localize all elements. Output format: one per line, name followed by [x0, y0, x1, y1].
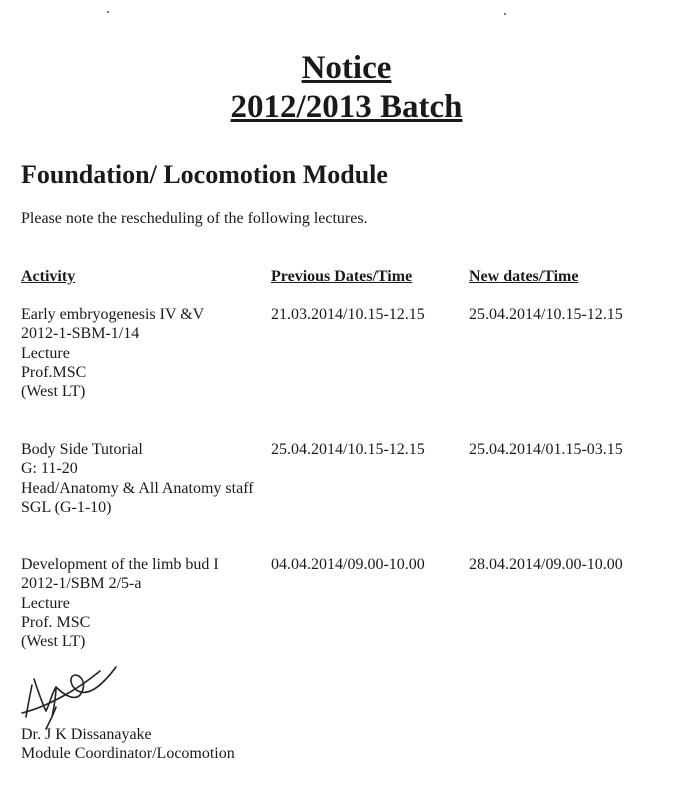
activity-line: Lecture: [21, 344, 70, 362]
activity-line: Prof. MSC: [21, 613, 91, 631]
activity-line: G: 11-20: [21, 460, 78, 478]
activity-line: 2012-1/SBM 2/5-a: [21, 575, 142, 593]
activity-line: Body Side Tutorial: [21, 441, 143, 458]
activity-line: Head/Anatomy & All Anatomy staff: [21, 479, 254, 497]
signer-block: [21, 725, 235, 764]
activity-line: SGL (G-1-10): [21, 498, 112, 516]
scan-speck: [107, 11, 109, 13]
signature-icon: [16, 655, 126, 735]
signer-name: Dr. J K Dissanayake: [21, 726, 152, 743]
activity-line: 2012-1-SBM-1/14: [21, 325, 140, 343]
notice-title: Notice: [301, 50, 392, 86]
intro-text: Please note the rescheduling of the following lectures.: [21, 210, 368, 227]
table-row-activity: [21, 440, 254, 517]
batch-title: 2012/2013 Batch: [230, 89, 463, 125]
activity-line: (West LT): [21, 633, 86, 651]
new-date: 28.04.2014/09.00-10.00: [469, 556, 623, 573]
previous-date: 21.03.2014/10.15-12.15: [271, 306, 425, 323]
activity-line: Lecture: [21, 594, 70, 612]
activity-line: Development of the limb bud I: [21, 556, 219, 573]
signer-role: Module Coordinator/Locomotion: [21, 745, 235, 763]
new-date: 25.04.2014/01.15-03.15: [469, 441, 623, 458]
previous-date: 04.04.2014/09.00-10.00: [271, 556, 425, 573]
new-date: 25.04.2014/10.15-12.15: [469, 306, 623, 323]
table-row-activity: [21, 305, 204, 401]
table-row-activity: [21, 555, 219, 651]
activity-line: Early embryogenesis IV &V: [21, 306, 205, 323]
header-activity: Activity: [21, 268, 76, 285]
header-new-dates: New dates/Time: [469, 268, 579, 285]
scan-speck: [504, 13, 506, 15]
header-previous-dates: Previous Dates/Time: [271, 268, 413, 285]
module-title: Foundation/ Locomotion Module: [21, 160, 388, 189]
previous-date: 25.04.2014/10.15-12.15: [271, 441, 425, 458]
activity-line: Prof.MSC: [21, 363, 87, 381]
activity-line: (West LT): [21, 383, 86, 401]
